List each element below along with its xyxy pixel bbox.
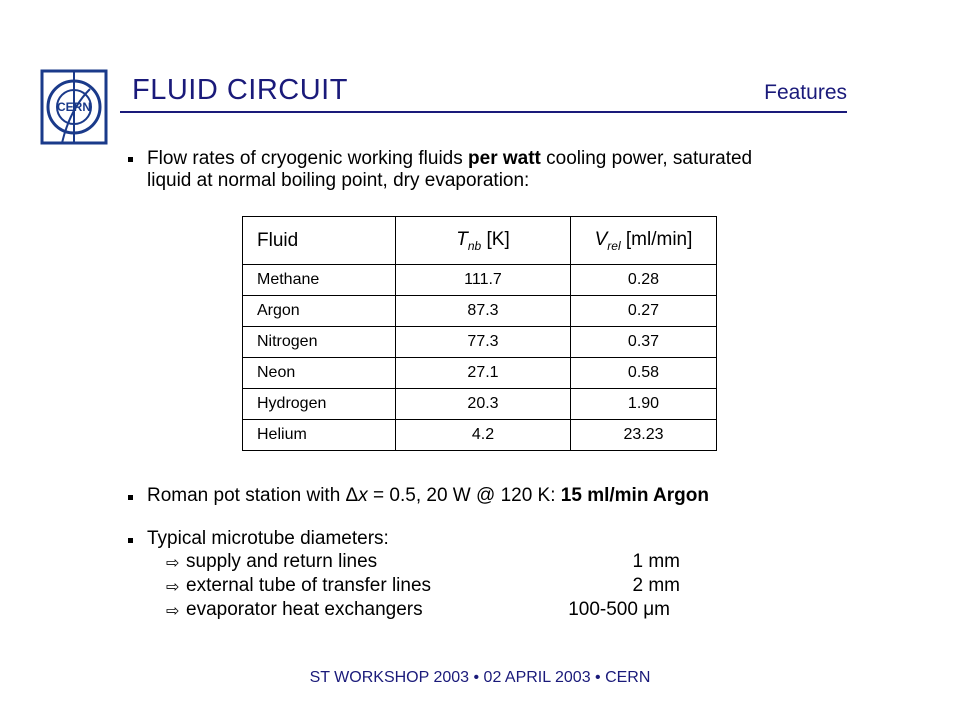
table-header-row <box>243 217 717 265</box>
roman-pot-text-mid: = 0.5, 20 W @ 120 K: <box>367 485 561 506</box>
cell-vrel: 0.28 <box>571 265 717 296</box>
bullet-icon <box>128 495 133 500</box>
vrel-unit: [ml/min] <box>620 228 693 250</box>
intro-text-line2: liquid at normal boiling point, dry evaporation: <box>147 170 530 191</box>
cell-fluid: Neon <box>243 358 396 389</box>
cell-tnb: 87.3 <box>396 296 571 327</box>
microtube-item-value: 100-500 μm <box>568 599 670 620</box>
intro-text-post: cooling power, saturated <box>540 148 753 169</box>
header-vrel <box>571 217 717 265</box>
title-divider <box>120 111 847 113</box>
bullet-icon <box>128 538 133 543</box>
cell-fluid: Hydrogen <box>243 389 396 420</box>
roman-pot-text-bold: 15 ml/min Argon <box>560 485 709 506</box>
microtube-item-label: evaporator heat exchangers <box>186 599 423 620</box>
table-row <box>243 265 717 296</box>
roman-pot-line <box>147 485 847 507</box>
cell-tnb: 111.7 <box>396 265 571 296</box>
microtube-item-label: supply and return lines <box>186 551 378 572</box>
cell-fluid: Nitrogen <box>243 327 396 358</box>
fluid-table <box>242 216 717 451</box>
table-row <box>243 358 717 389</box>
bullet-icon <box>128 157 133 162</box>
microtube-item-label: external tube of transfer lines <box>186 575 432 596</box>
header-tnb <box>396 217 571 265</box>
intro-paragraph <box>147 148 847 192</box>
cell-vrel: 23.23 <box>571 420 717 451</box>
cell-tnb: 27.1 <box>396 358 571 389</box>
tnb-symbol: T <box>456 228 468 250</box>
delta-symbol: Δ <box>345 485 359 506</box>
cell-vrel: 0.27 <box>571 296 717 327</box>
table-row <box>243 389 717 420</box>
cern-logo <box>40 69 108 145</box>
cell-tnb: 4.2 <box>396 420 571 451</box>
cell-fluid: Helium <box>243 420 396 451</box>
table-row <box>243 420 717 451</box>
cell-vrel: 1.90 <box>571 389 717 420</box>
logo-text: CERN <box>56 100 92 114</box>
header-fluid: Fluid <box>243 217 396 265</box>
arrow-right-icon: ⇨ <box>166 579 180 596</box>
cell-fluid: Methane <box>243 265 396 296</box>
slide-footer: ST WORKSHOP 2003 • 02 APRIL 2003 • CERN <box>309 669 651 686</box>
microtube-heading: Typical microtube diameters: <box>147 528 389 549</box>
roman-pot-x: x <box>358 485 368 506</box>
cell-tnb: 77.3 <box>396 327 571 358</box>
slide-title: FLUID CIRCUIT <box>132 74 348 106</box>
cell-vrel: 0.37 <box>571 327 717 358</box>
vrel-symbol: V <box>594 228 608 250</box>
cell-fluid: Argon <box>243 296 396 327</box>
slide-subtitle: Features <box>764 81 847 104</box>
table-row <box>243 296 717 327</box>
tnb-unit: [K] <box>481 228 510 250</box>
arrow-right-icon: ⇨ <box>166 603 180 620</box>
roman-pot-text-pre: Roman pot station with <box>147 485 346 506</box>
intro-text-bold: per watt <box>468 148 541 169</box>
vrel-sub: rel <box>607 238 621 253</box>
cell-vrel: 0.58 <box>571 358 717 389</box>
microtube-item-value: 2 mm <box>632 575 680 596</box>
microtube-item-value: 1 mm <box>632 551 680 572</box>
tnb-sub: nb <box>467 238 482 253</box>
arrow-right-icon: ⇨ <box>166 555 180 572</box>
table-row <box>243 327 717 358</box>
cell-tnb: 20.3 <box>396 389 571 420</box>
intro-text-pre: Flow rates of cryogenic working fluids <box>147 148 469 169</box>
